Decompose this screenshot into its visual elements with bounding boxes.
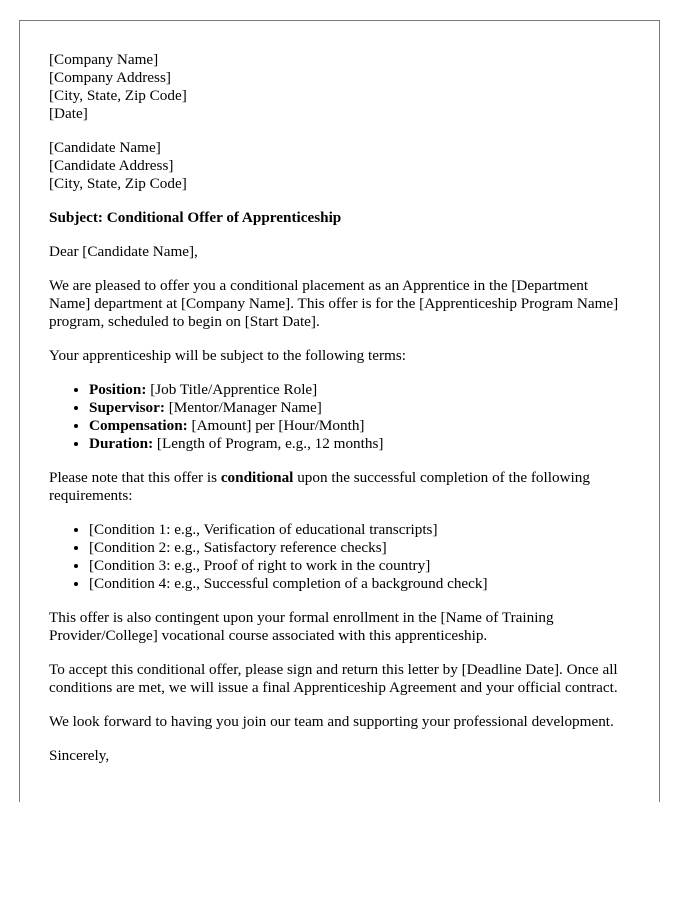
term-label: Supervisor: [89, 399, 165, 416]
subject-line [49, 209, 630, 227]
sender-city-state-zip: [City, State, Zip Code] [49, 87, 187, 104]
sender-address-block [49, 51, 630, 123]
enrollment-paragraph: This offer is also contingent upon your formal enrollment in the [Name of Training Provider/College] vocational course associated with this apprenticeship. [49, 609, 554, 644]
recipient-name: [Candidate Name] [49, 139, 161, 156]
closing-remark: We look forward to having you join our team and supporting your professional development. [49, 713, 614, 730]
list-item [89, 435, 630, 453]
list-item [89, 399, 630, 417]
sign-off: Sincerely, [49, 747, 110, 764]
terms-intro: Your apprenticeship will be subject to the following terms: [49, 347, 406, 364]
recipient-address-block [49, 139, 630, 193]
letter-date: [Date] [49, 105, 88, 122]
term-label: Position: [89, 381, 147, 398]
list-item: • [Condition 1: e.g., Verification of educational transcripts] [89, 521, 630, 539]
term-value: [Job Title/Apprentice Role] [146, 381, 318, 398]
subject-text: Subject: Conditional Offer of Apprenticeship [49, 209, 342, 226]
term-value: [Amount] per [Hour/Month] [187, 417, 365, 434]
term-value: [Length of Program, e.g., 12 months] [153, 435, 384, 452]
conditions-intro-before: Please note that this offer is [49, 469, 221, 486]
recipient-city-state-zip: [City, State, Zip Code] [49, 175, 187, 192]
recipient-address: [Candidate Address] [49, 157, 174, 174]
term-label: Duration: [89, 435, 154, 452]
list-item [89, 381, 630, 399]
terms-list [49, 381, 630, 453]
list-item [89, 417, 630, 435]
term-label: Compensation: [89, 417, 188, 434]
conditions-intro-after: upon the successful completion of the following requirements: [49, 469, 590, 504]
letter-document [19, 20, 660, 802]
intro-paragraph: We are pleased to offer you a conditional placement as an Apprentice in the [Department Name] department at [Company Name]. This offer is for the [Apprenticeship Program Name] program, scheduled to begin on [Start Date]. [49, 277, 619, 330]
list-item: • [Condition 2: e.g., Satisfactory reference checks] [89, 539, 630, 557]
sender-company-name: [Company Name] [49, 51, 159, 68]
salutation: Dear [Candidate Name], [49, 243, 198, 260]
conditions-list [49, 521, 630, 593]
sender-company-address: [Company Address] [49, 69, 171, 86]
conditions-intro-emphasis: conditional [220, 469, 294, 486]
conditions-intro [49, 469, 630, 505]
list-item: • [Condition 4: e.g., Successful completion of a background check] [89, 575, 630, 593]
acceptance-paragraph: To accept this conditional offer, please sign and return this letter by [Deadline Date]. Once all conditions are met, we will issue a final Apprenticeship Agreement and your official contract. [49, 661, 618, 696]
list-item: • [Condition 3: e.g., Proof of right to work in the country] [89, 557, 630, 575]
term-value: [Mentor/Manager Name] [164, 399, 322, 416]
